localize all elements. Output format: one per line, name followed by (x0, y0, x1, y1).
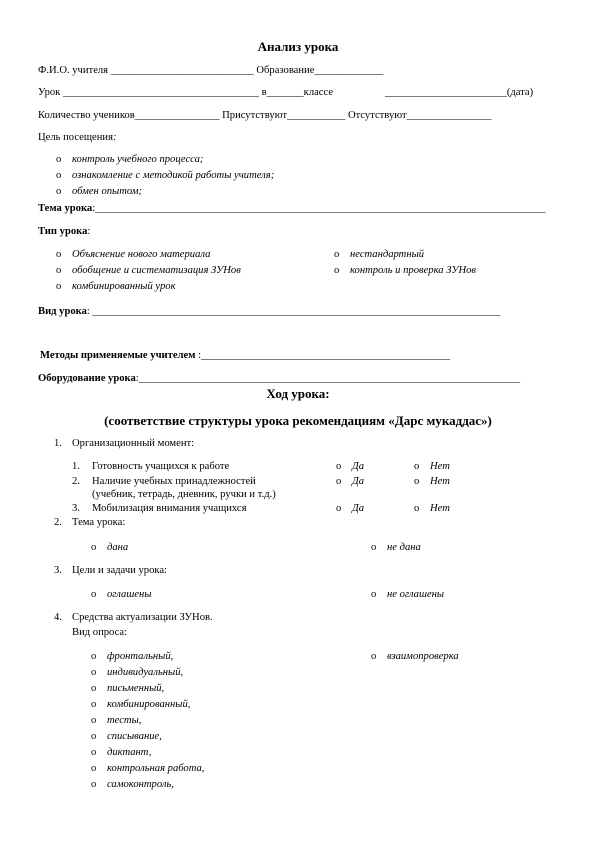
org-item-yes: o Да (336, 503, 365, 514)
course-title: Ход урока: (266, 386, 330, 401)
bullet-icon: o (56, 265, 62, 276)
page-title: Анализ урока (257, 39, 339, 54)
bullet-icon: o (91, 699, 97, 710)
org-item-no: o Нет (414, 503, 450, 514)
bullet-icon: o (414, 476, 420, 487)
visit-goal-option: o ознакомление с методикой работы учителя; (56, 170, 275, 181)
visit-goal-option: o контроль учебного процесса; (56, 154, 204, 165)
lesson-kind-line (38, 307, 500, 318)
lesson-type-option: o обобщение и систематизация ЗУНов (56, 265, 241, 276)
survey-type-label: Вид опроса: (72, 627, 128, 638)
methods-blank: :_______________________________________________ (198, 350, 450, 361)
bullet-icon: o (336, 476, 342, 487)
bullet-icon: o (91, 542, 97, 553)
survey-option: o контрольная работа, (91, 763, 205, 774)
topic-line (38, 204, 545, 215)
section-goals: 3. Цели и задачи урока: (54, 565, 167, 576)
org-item-no: o Нет (414, 461, 450, 472)
bullet-icon: o (414, 503, 420, 514)
bullet-icon: o (334, 265, 340, 276)
survey-option: o тесты, (91, 715, 142, 726)
survey-option: o диктант, (91, 747, 152, 758)
topic-option: o дана (91, 542, 129, 553)
visit-goal-heading (38, 133, 116, 144)
bullet-icon: o (56, 249, 62, 260)
bullet-icon: o (91, 731, 97, 742)
bullet-icon: o (91, 683, 97, 694)
section-org-moment: 1. Организационный момент: (54, 438, 195, 449)
survey-option: o взаимопроверка (371, 651, 459, 662)
bullet-icon: o (414, 461, 420, 472)
survey-option: o списывание, (91, 731, 162, 742)
equipment-blank: :________________________________________________________________________ (135, 373, 521, 384)
survey-option: o письменный, (91, 683, 165, 694)
survey-option: o самоконтроль, (91, 779, 174, 790)
topic-label: Тема урока (38, 203, 93, 214)
goals-option: o оглашены (91, 589, 152, 600)
bullet-icon: o (371, 589, 377, 600)
bullet-icon: o (371, 542, 377, 553)
lesson-type-option: o комбинированный урок (56, 281, 176, 292)
topic-blank: :_____________________________________________________________________________________ (92, 203, 546, 214)
bullet-icon: o (91, 747, 97, 758)
visit-goal-option: o обмен опытом; (56, 186, 143, 197)
bullet-icon: o (371, 651, 377, 662)
survey-option: o комбинированный, (91, 699, 191, 710)
lesson-kind-label: Вид урока (38, 306, 87, 317)
topic-option: o не дана (371, 542, 421, 553)
lesson-date-line: _______________________(дата) (385, 87, 534, 98)
section-topic: 2. Тема урока: (54, 517, 126, 528)
lesson-type-heading: Тип урока: (38, 226, 91, 237)
lesson-type-label: Тип урока (38, 226, 88, 237)
bullet-icon: o (336, 461, 342, 472)
survey-option: o фронтальный, (91, 651, 174, 662)
org-item: 3. Мобилизация внимания учащихся (72, 503, 247, 514)
org-item: 1. Готовность учащихся к работе (72, 461, 230, 472)
bullet-icon: o (334, 249, 340, 260)
bullet-icon: o (56, 281, 62, 292)
lesson-type-option: o нестандартный (334, 249, 425, 260)
org-item-yes: o Да (336, 461, 365, 472)
bullet-icon: o (91, 763, 97, 774)
lesson-class-line: Урок _____________________________________ в_______классе (38, 87, 334, 98)
visit-goal-label: Цель посещения (38, 132, 113, 143)
org-item-no: o Нет (414, 476, 450, 487)
bullet-icon: o (91, 715, 97, 726)
bullet-icon: o (336, 503, 342, 514)
bullet-icon: o (91, 667, 97, 678)
equipment-label: Оборудование урока (38, 373, 136, 384)
goals-option: o не оглашены (371, 589, 445, 600)
survey-option: o индивидуальный, (91, 667, 184, 678)
methods-label: Методы применяемые учителем (40, 350, 199, 361)
bullet-icon: o (56, 186, 62, 197)
org-item-detail: (учебник, тетрадь, дневник, ручки и т.д.) (92, 489, 276, 500)
bullet-icon: o (56, 154, 62, 165)
students-line: Количество учеников________________ Присутствуют___________ Отсутствуют________________ (38, 110, 492, 121)
bullet-icon: o (56, 170, 62, 181)
equipment-line (38, 374, 520, 385)
visit-goal-colon: : (112, 132, 117, 143)
methods-line (40, 351, 450, 362)
lesson-type-option: o Объяснение нового материала (56, 249, 211, 260)
lesson-type-option: o контроль и проверка ЗУНов (334, 265, 477, 276)
lesson-kind-blank: : _____________________________________________________________________________ (86, 306, 501, 317)
org-item-yes: o Да (336, 476, 365, 487)
section-actualization: 4. Средства актуализации ЗУНов. (54, 612, 213, 623)
teacher-line: Ф.И.О. учителя ___________________________ Образование_____________ (38, 65, 384, 76)
course-subtitle: (соответствие структуры урока рекомендациям «Дарс мукаддас») (104, 413, 492, 428)
bullet-icon: o (91, 779, 97, 790)
bullet-icon: o (91, 651, 97, 662)
bullet-icon: o (91, 589, 97, 600)
org-item: 2. Наличие учебных принадлежностей (72, 476, 256, 487)
